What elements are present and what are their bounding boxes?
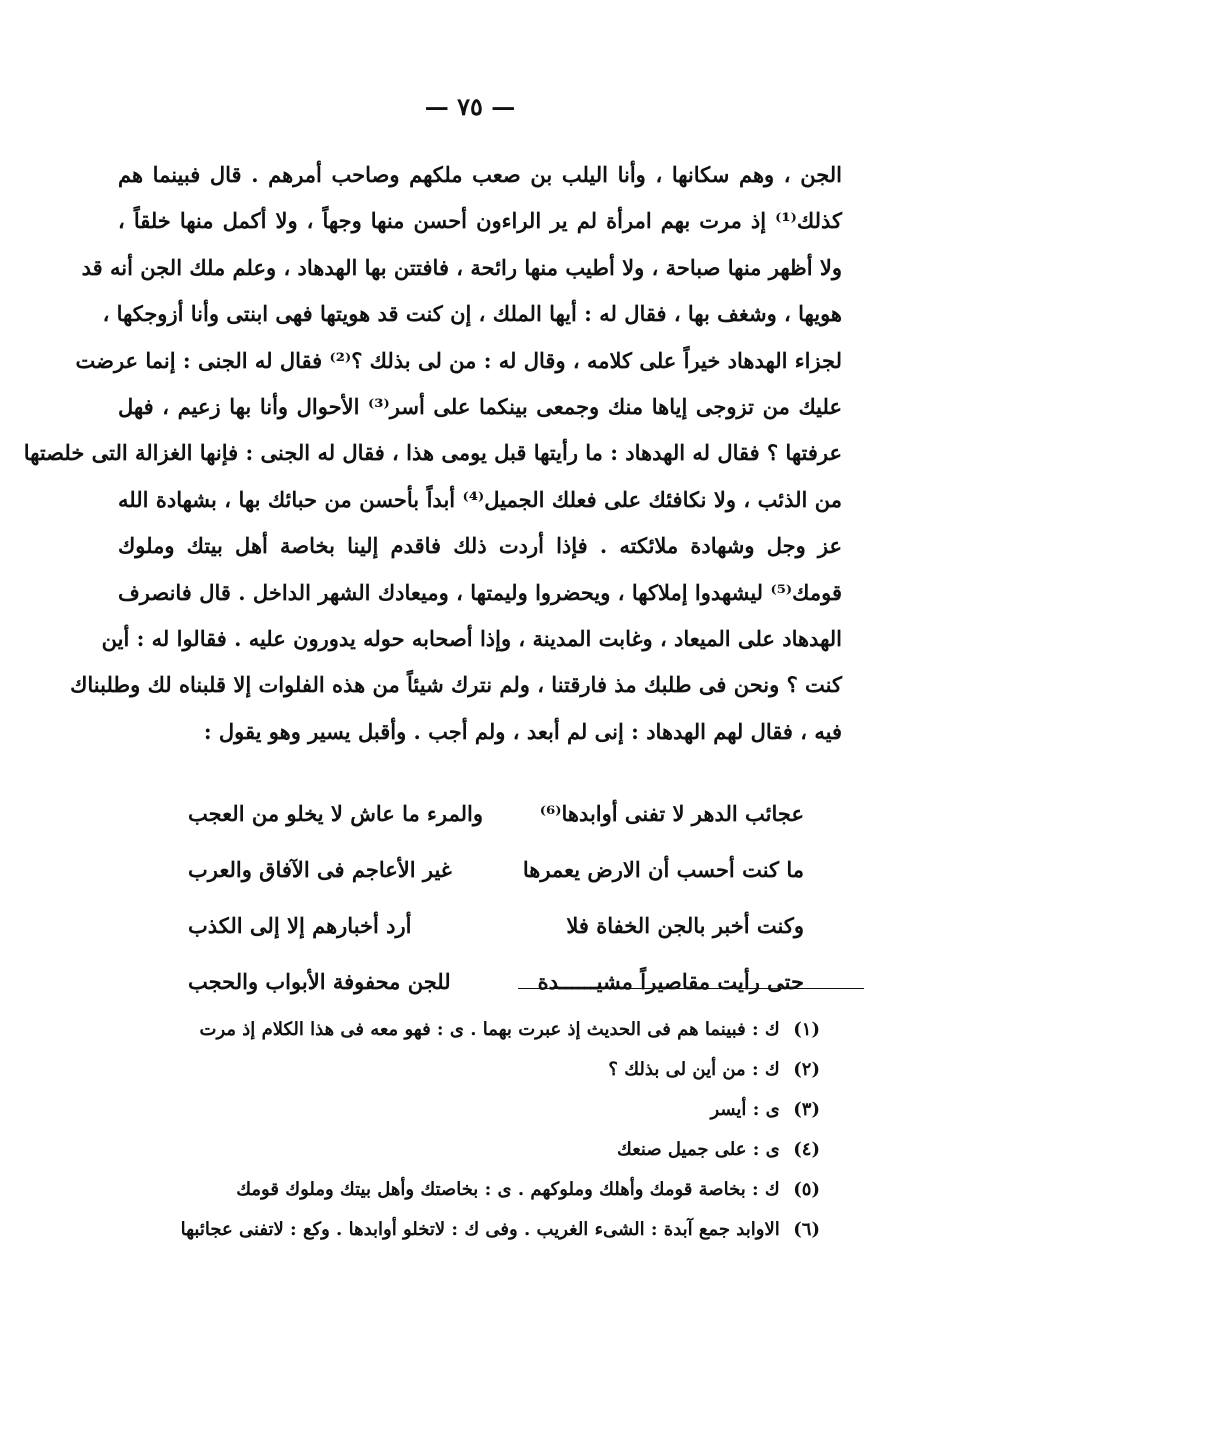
poem-verse <box>188 786 804 842</box>
footnote-number: (٣) <box>793 1099 820 1120</box>
text-line: كذلك⁽¹⁾ إذ مرت بهم امرأة لم ير الراءون أحسن منها وجهاً ، ولا أكمل منها خلقاً ، <box>118 208 842 234</box>
poem-verse <box>188 954 804 1010</box>
text-line: عرفتها ؟ فقال له الهدهاد : ما رأيتها قبل يومى هذا ، فقال له الجنى : فإنها الغزالة التى خلصتها <box>23 440 842 466</box>
footnote-text: ك : بخاصة قومك وأهلك وملوكهم . ى : بخاصتك وأهل بيتك وملوك قومك <box>236 1179 780 1200</box>
footnote-text: ى : أيسر <box>710 1099 780 1120</box>
body-text <box>23 152 842 755</box>
verse-second-hemistich: والمرء ما عاش لا يخلو من العجب <box>188 801 484 826</box>
footnote-text: ك : فبينما هم فى الحديث إذ عبرت بهما . ى : فهو معه فى هذا الكلام إذ مرت <box>199 1019 780 1040</box>
footnote-number: (٢) <box>793 1059 820 1080</box>
footnote-text: ك : من أين لى بذلك ؟ <box>608 1059 780 1080</box>
footnote <box>150 1130 820 1170</box>
verse-second-hemistich: للجن محفوفة الأبواب والحجب <box>188 969 451 994</box>
footnote-text: الاوابد جمع آبدة : الشىء الغريب . وفى ك : لاتخلو أوابدها . وكع : لاتفنى عجائبها <box>180 1219 780 1240</box>
footnote <box>150 1090 820 1130</box>
verse-first-hemistich: عجائب الدهر لا تفنى أوابدها⁽⁶⁾ <box>539 801 804 826</box>
text-line: لجزاء الهدهاد خيراً على كلامه ، وقال له : من لى بذلك ؟⁽²⁾ فقال له الجنى : إنما عرضت <box>75 347 842 373</box>
text-line: فيه ، فقال لهم الهدهاد : إنى لم أبعد ، ولم أجب . وأقبل يسير وهو يقول : <box>203 718 842 744</box>
text-line: ولا أظهر منها صباحة ، ولا أطيب منها رائحة ، فافتتن بها الهدهاد ، وعلم ملك الجن أنه قد <box>81 254 842 280</box>
text-line: كنت ؟ ونحن فى طلبك مذ فارقتنا ، ولم نترك شيئاً من هذه الفلوات إلا قلبناه لك وطلبناك <box>70 672 842 698</box>
text-line: الجن ، وهم سكانها ، وأنا اليلب بن صعب ملكهم وصاحب أمرهم . قال فبينما هم <box>118 162 842 187</box>
verse-second-hemistich: غير الأعاجم فى الآفاق والعرب <box>188 857 452 882</box>
footnote-text: ى : على جميل صنعك <box>617 1139 780 1160</box>
text-line: قومك⁽⁵⁾ ليشهدوا إملاكها ، ويحضروا وليمتها ، وميعادك الشهر الداخل . قال فانصرف <box>118 579 842 605</box>
text-line: هويها ، وشغف بها ، فقال له : أيها الملك ، إن كنت قد هويتها فهى ابنتى وأنا أزوجكها ، <box>102 301 842 327</box>
footnotes <box>150 1010 820 1250</box>
footnote-number: (٦) <box>793 1219 820 1240</box>
footnote <box>150 1010 820 1050</box>
page-number: — ٧٥ — <box>424 92 516 121</box>
poem <box>188 786 804 1010</box>
footnote <box>150 1210 820 1250</box>
text-line: الهدهاد على الميعاد ، وغابت المدينة ، وإذا أصحابه حوله يدورون عليه . فقالوا له : أين <box>101 625 842 651</box>
verse-first-hemistich: ما كنت أحسب أن الارض يعمرها <box>522 857 804 882</box>
verse-first-hemistich: وكنت أخبر بالجن الخفاة فلا <box>566 913 804 938</box>
text-line: من الذئب ، ولا نكافئك على فعلك الجميل⁽⁴⁾ أبداً بأحسن من حبائك بها ، بشهادة الله <box>118 486 842 512</box>
footnote-number: (٤) <box>793 1139 820 1160</box>
footnote-number: (١) <box>793 1019 820 1040</box>
verse-second-hemistich: أرد أخبارهم إلا إلى الكذب <box>188 913 412 938</box>
poem-verse <box>188 842 804 898</box>
poem-verse <box>188 898 804 954</box>
footnote <box>150 1170 820 1210</box>
footnote-divider <box>518 988 864 989</box>
verse-first-hemistich: حتى رأيت مقاصيراً مشيــــــدة <box>537 969 804 994</box>
text-line: عليك من تزوجى إياها منك وجمعى بينكما على أسر⁽³⁾ الأحوال وأنا بها زعيم ، فهل <box>118 393 842 419</box>
footnote-number: (٥) <box>793 1179 820 1200</box>
footnote <box>150 1050 820 1090</box>
text-line: عز وجل وشهادة ملائكته . فإذا أردت ذلك فاقدم إلينا بخاصة أهل بيتك وملوك <box>118 533 842 559</box>
